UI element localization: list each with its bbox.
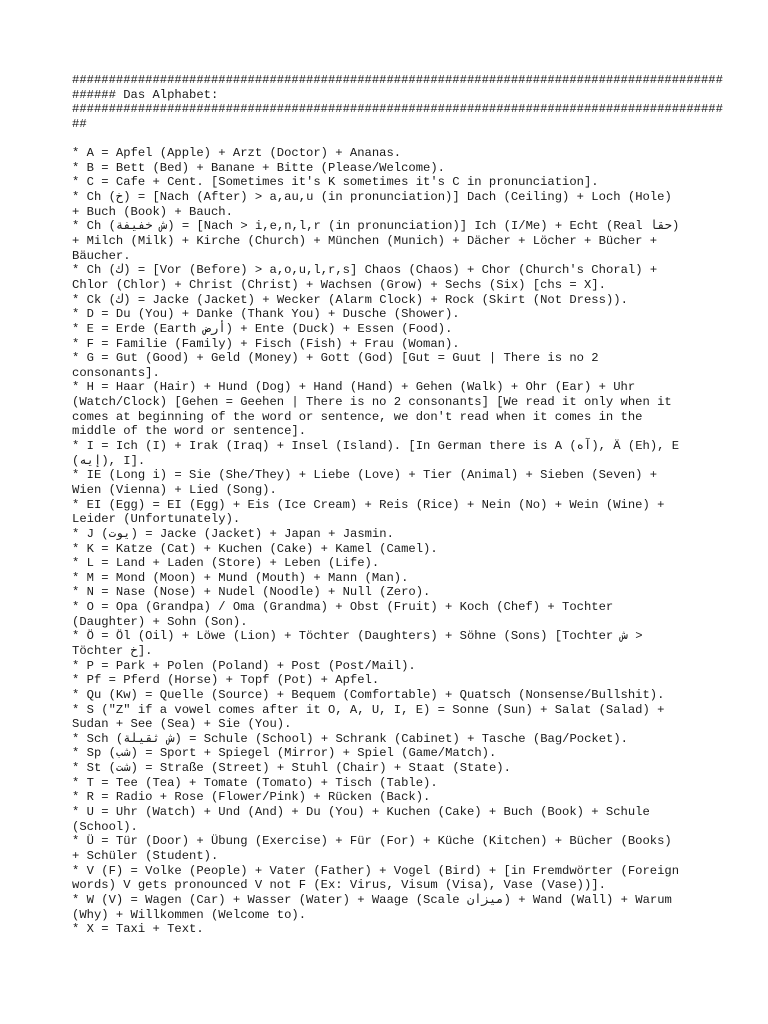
text-line: Leider (Unfortunately). (72, 512, 241, 527)
text-line: * J (يوت) = Jacke (Jacket) + Japan + Jasmin. (72, 526, 394, 541)
text-line: comes at beginning of the word or sentence, we don't read when it comes in the (72, 409, 643, 424)
text-line (72, 132, 712, 147)
text-line: * K = Katze (Cat) + Kuchen (Cake) + Kamel (Camel). (72, 541, 438, 556)
text-line: * U = Uhr (Watch) + Und (And) + Du (You) + Kuchen (Cake) + Buch (Book) + Schule (72, 805, 650, 820)
text-line: * A = Apfel (Apple) + Arzt (Doctor) + Ananas. (72, 146, 402, 161)
text-line: * O = Opa (Grandpa) / Oma (Grandma) + Obst (Fruit) + Koch (Chef) + Tochter (72, 600, 614, 615)
text-line: words) V gets pronounced V not F (Ex: Virus, Visum (Visa), Vase (Vase))]. (72, 878, 606, 893)
text-line: * T = Tee (Tea) + Tomate (Tomato) + Tisch (Table). (72, 775, 438, 790)
text-line: (Daughter) + Sohn (Son). (72, 614, 248, 629)
text-line: ######################################################################################### (72, 102, 723, 117)
text-line: (Watch/Clock) [Gehen = Geehen | There is no 2 consonants] [We read it only when it (72, 395, 672, 410)
text-line: * EI (Egg) = EI (Egg) + Eis (Ice Cream) + Reis (Rice) + Nein (No) + Wein (Wine) + (72, 497, 665, 512)
text-line: * L = Land + Laden (Store) + Leben (Life). (72, 556, 380, 571)
text-line: * IE (Long i) = Sie (She/They) + Liebe (Love) + Tier (Animal) + Sieben (Seven) + (72, 468, 658, 483)
text-line: * S ("Z" if a vowel comes after it O, A, U, I, E) = Sonne (Sun) + Salat (Salad) + (72, 702, 665, 717)
text-line: ######################################################################################### (72, 73, 723, 87)
text-line: * G = Gut (Good) + Geld (Money) + Gott (God) [Gut = Guut | There is no 2 (72, 351, 599, 366)
text-line: * Qu (Kw) = Quelle (Source) + Bequem (Comfortable) + Quatsch (Nonsense/Bullshit). (72, 687, 665, 702)
text-line: Wien (Vienna) + Lied (Song). (72, 482, 277, 497)
text-line: * D = Du (You) + Danke (Thank You) + Dusche (Shower). (72, 307, 460, 322)
text-line: * Ö = Öl (Oil) + Löwe (Lion) + Töchter (Daughters) + Söhne (Sons) [Tochter ش > (72, 629, 643, 644)
text-line: * St (شت) = Straße (Street) + Stuhl (Chair) + Staat (State). (72, 761, 511, 776)
text-line: consonants]. (72, 365, 160, 380)
text-line: Sudan + See (Sea) + Sie (You). (72, 717, 292, 732)
text-line: (إيه), I]. (72, 453, 146, 468)
text-line: * Ch (ك) = [Vor (Before) > a,o,u,l,r,s] Chaos (Chaos) + Chor (Church's Choral) + (72, 263, 658, 278)
text-line: * Pf = Pferd (Horse) + Topf (Pot) + Apfel. (72, 673, 380, 688)
text-line: * M = Mond (Moon) + Mund (Mouth) + Mann (Man). (72, 570, 409, 585)
text-line: ###### Das Alphabet: (72, 87, 219, 102)
text-line: * Ch (خ) = [Nach (After) > a,au,u (in pronunciation)] Dach (Ceiling) + Loch (Hole) (72, 190, 672, 205)
text-line: * X = Taxi + Text. (72, 922, 204, 937)
text-line: Bäucher. (72, 248, 131, 263)
text-line: * P = Park + Polen (Poland) + Post (Post/Mail). (72, 658, 416, 673)
text-line: * I = Ich (I) + Irak (Iraq) + Insel (Island). [In German there is A (آه), Ä (Eh), E (72, 439, 680, 454)
text-line: * B = Bett (Bed) + Banane + Bitte (Please/Welcome). (72, 160, 445, 175)
text-line: * Ch (ش خفيفة) = [Nach > i,e,n,l,r (in pronunciation)] Ich (I/Me) + Echt (Real حقا) (72, 219, 680, 234)
text-line: * Sp (شب) = Sport + Spiegel (Mirror) + Spiel (Game/Match). (72, 746, 497, 761)
text-line: (School). (72, 819, 138, 834)
text-line: + Milch (Milk) + Kirche (Church) + München (Munich) + Dächer + Löcher + Bücher + (72, 234, 658, 249)
text-line: * Ck (ك) = Jacke (Jacket) + Wecker (Alarm Clock) + Rock (Skirt (Not Dress)). (72, 292, 628, 307)
text-line: middle of the word or sentence]. (72, 424, 307, 439)
text-line: * W (V) = Wagen (Car) + Wasser (Water) + Waage (Scale ميزان) + Wand (Wall) + Warum (72, 892, 672, 907)
text-line: * E = Erde (Earth أرض) + Ente (Duck) + Essen (Food). (72, 321, 453, 336)
text-line: * V (F) = Volke (People) + Vater (Father) + Vogel (Bird) + [in Fremdwörter (Foreign (72, 863, 680, 878)
text-line: * N = Nase (Nose) + Nudel (Noodle) + Null (Zero). (72, 585, 431, 600)
text-line: (Why) + Willkommen (Welcome to). (72, 907, 307, 922)
text-line: * R = Radio + Rose (Flower/Pink) + Rücken (Back). (72, 790, 431, 805)
text-line: * Sch (ش ثقيلة) = Schule (School) + Schrank (Cabinet) + Tasche (Bag/Pocket). (72, 731, 628, 746)
text-line: Chlor (Chlor) + Christ (Christ) + Wachsen (Grow) + Sechs (Six) [chs = X]. (72, 277, 606, 292)
text-line: * F = Familie (Family) + Fisch (Fish) + Frau (Woman). (72, 336, 460, 351)
text-line: + Schüler (Student). (72, 848, 219, 863)
text-line: ## (72, 116, 87, 131)
text-line: * C = Cafe + Cent. [Sometimes it's K sometimes it's C in pronunciation]. (72, 175, 599, 190)
text-line: + Buch (Book) + Bauch. (72, 204, 233, 219)
text-line: * Ü = Tür (Door) + Übung (Exercise) + Für (For) + Küche (Kitchen) + Bücher (Books) (72, 834, 672, 849)
text-line: Töchter خ]. (72, 643, 153, 658)
document-text-block (72, 73, 723, 937)
text-line: * H = Haar (Hair) + Hund (Dog) + Hand (Hand) + Gehen (Walk) + Ohr (Ear) + Uhr (72, 380, 636, 395)
